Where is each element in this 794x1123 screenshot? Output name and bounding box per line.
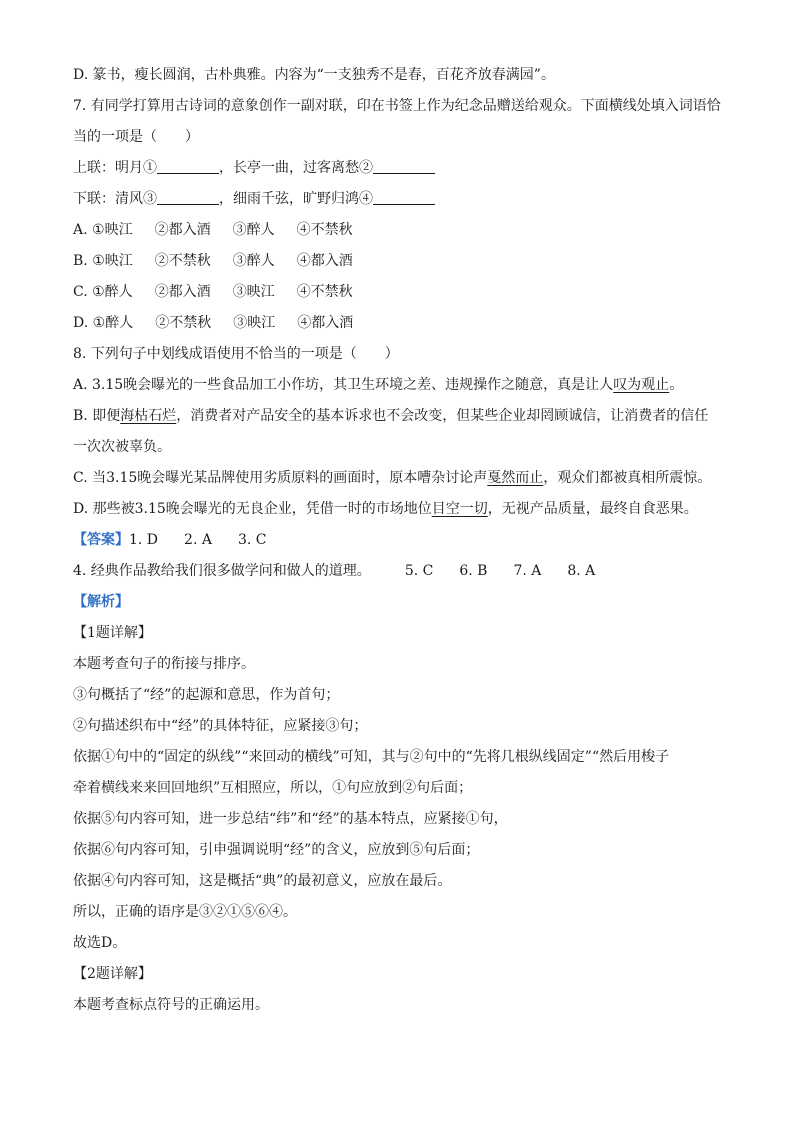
answer-tag: 【答案】	[73, 532, 129, 548]
option-text: 。	[669, 377, 684, 393]
answer-2: 2. A	[184, 532, 212, 548]
q8-stem: 8. 下列句子中划线成语使用不恰当的一项是（ ）	[73, 346, 399, 362]
q8-option-d	[73, 494, 733, 525]
option-item: ①醉人	[92, 284, 133, 300]
q1-line: 所以，正确的语序是③②①⑤⑥④。	[73, 904, 297, 920]
q1-line: 依据④句内容可知，这是概括“典”的最初意义，应放在最后。	[73, 873, 452, 889]
q1-line: ②句描述织布中“经”的具体特征，应紧接③句；	[73, 718, 368, 734]
q7-upper-couplet	[73, 153, 733, 184]
q8-option-b-cont: 一次次被辜负。	[73, 439, 171, 455]
option-item: ③醉人	[232, 253, 275, 269]
q1-detail-heading: 【1题详解】	[73, 625, 152, 641]
analysis-label: 【解析】	[73, 594, 129, 610]
q8-option-c	[73, 463, 733, 494]
blank-4	[373, 190, 435, 205]
answer-8: 8. A	[567, 563, 596, 579]
answers-line2	[73, 556, 733, 587]
q2-detail-heading: 【2题详解】	[73, 966, 152, 982]
option-letter: C.	[73, 284, 88, 300]
option-item: ②都入酒	[154, 222, 211, 238]
q1-line: 牵着横线来来回回地织”互相照应，所以，①句应放到②句后面；	[73, 780, 473, 796]
answer-4: 4. 经典作品教给我们很多做学问和做人的道理。	[73, 563, 371, 579]
option-item: ③映江	[233, 315, 276, 331]
option-text: ，观众们都被真相所震惊。	[543, 470, 712, 486]
underlined-idiom: 目空一切	[431, 501, 488, 517]
option-item: ②不禁秋	[154, 253, 211, 269]
lower-part2: ，细雨千弦，旷野归鸿④	[219, 191, 373, 207]
q8-option-a	[73, 370, 733, 401]
q7-stem-line1: 7. 有同学打算用古诗词的意象创作一副对联，印在书签上作为纪念品赠送给观众。下面横线处填入词语恰	[73, 98, 721, 114]
option-text: D. 那些被3.15晚会曝光的无良企业，凭借一时的市场地位	[73, 501, 432, 517]
option-item: ④不禁秋	[296, 222, 353, 238]
q7-stem-line2: 当的一项是（ ）	[73, 129, 199, 145]
option-item: ④不禁秋	[296, 284, 353, 300]
option-text: B. 即便	[73, 408, 121, 424]
option-letter: B.	[73, 253, 88, 269]
blank-1	[157, 159, 219, 174]
answer-7: 7. A	[513, 563, 542, 579]
q1-line: 依据①句中的“固定的纵线”“来回动的横线”可知，其与②句中的“先将几根纵线固定”“然后用梭子	[73, 749, 670, 765]
q1-line: ③句概括了“经”的起源和意思，作为首句；	[73, 687, 340, 703]
blank-3	[157, 190, 219, 205]
q6-option-d: D. 篆书，瘦长圆润，古朴典雅。内容为“一支独秀不是春，百花齐放春满园”。	[73, 67, 555, 83]
option-item: ①映江	[92, 222, 133, 238]
q8-option-b	[73, 401, 733, 432]
option-item: ④都入酒	[297, 315, 354, 331]
analysis-tag	[73, 587, 733, 618]
q7-lower-couplet	[73, 184, 733, 215]
underlined-idiom: 戛然而止	[487, 470, 544, 486]
q1-line: 依据⑤句内容可知，进一步总结“纬”和“经”的基本特点，应紧接①句，	[73, 811, 508, 827]
option-item: ①映江	[92, 253, 133, 269]
q1-line: 故选D。	[73, 935, 127, 951]
lower-part1: 下联：清风③	[73, 191, 157, 207]
answer-5: 5. C	[404, 563, 434, 579]
option-item: ③醉人	[232, 222, 275, 238]
option-text: ，无视产品质量，最终自食恶果。	[487, 501, 698, 517]
q1-line: 依据⑥句内容可知，引申强调说明“经”的含义，应放到⑤句后面；	[73, 842, 480, 858]
document-page	[73, 60, 733, 1021]
q2-line: 本题考查标点符号的正确运用。	[73, 997, 269, 1013]
q1-line: 本题考查句子的衔接与排序。	[73, 656, 255, 672]
upper-part2: ，长亭一曲，过客离愁②	[219, 160, 373, 176]
blank-2	[373, 159, 435, 174]
upper-part1: 上联：明月①	[73, 160, 157, 176]
q7-option-c	[73, 277, 733, 308]
q7-option-a	[73, 215, 733, 246]
answers-line1	[73, 525, 733, 556]
underlined-idiom: 叹为观止	[613, 377, 670, 393]
option-text: ，消费者对产品安全的基本诉求也不会改变，但某些企业却罔顾诚信，让消费者的信任	[176, 408, 709, 424]
q7-option-b	[73, 246, 733, 277]
option-item: ①醉人	[92, 315, 134, 331]
option-text: A. 3.15晚会曝光的一些食品加工小作坊，其卫生环境之差、违规操作之随意，真是让人	[73, 377, 614, 393]
option-item: ③映江	[232, 284, 275, 300]
option-item: ②不禁秋	[155, 315, 212, 331]
underlined-idiom: 海枯石烂	[120, 408, 177, 424]
option-item: ④都入酒	[296, 253, 353, 269]
answer-6: 6. B	[459, 563, 488, 579]
answer-1: 1. D	[129, 532, 159, 548]
option-text: C. 当3.15晚会曝光某品牌使用劣质原料的画面时，原本嘈杂讨论声	[73, 470, 488, 486]
option-letter: D.	[73, 315, 89, 331]
option-item: ②都入酒	[154, 284, 211, 300]
option-letter: A.	[73, 222, 88, 238]
answer-3: 3. C	[237, 532, 267, 548]
q7-option-d	[73, 308, 733, 339]
